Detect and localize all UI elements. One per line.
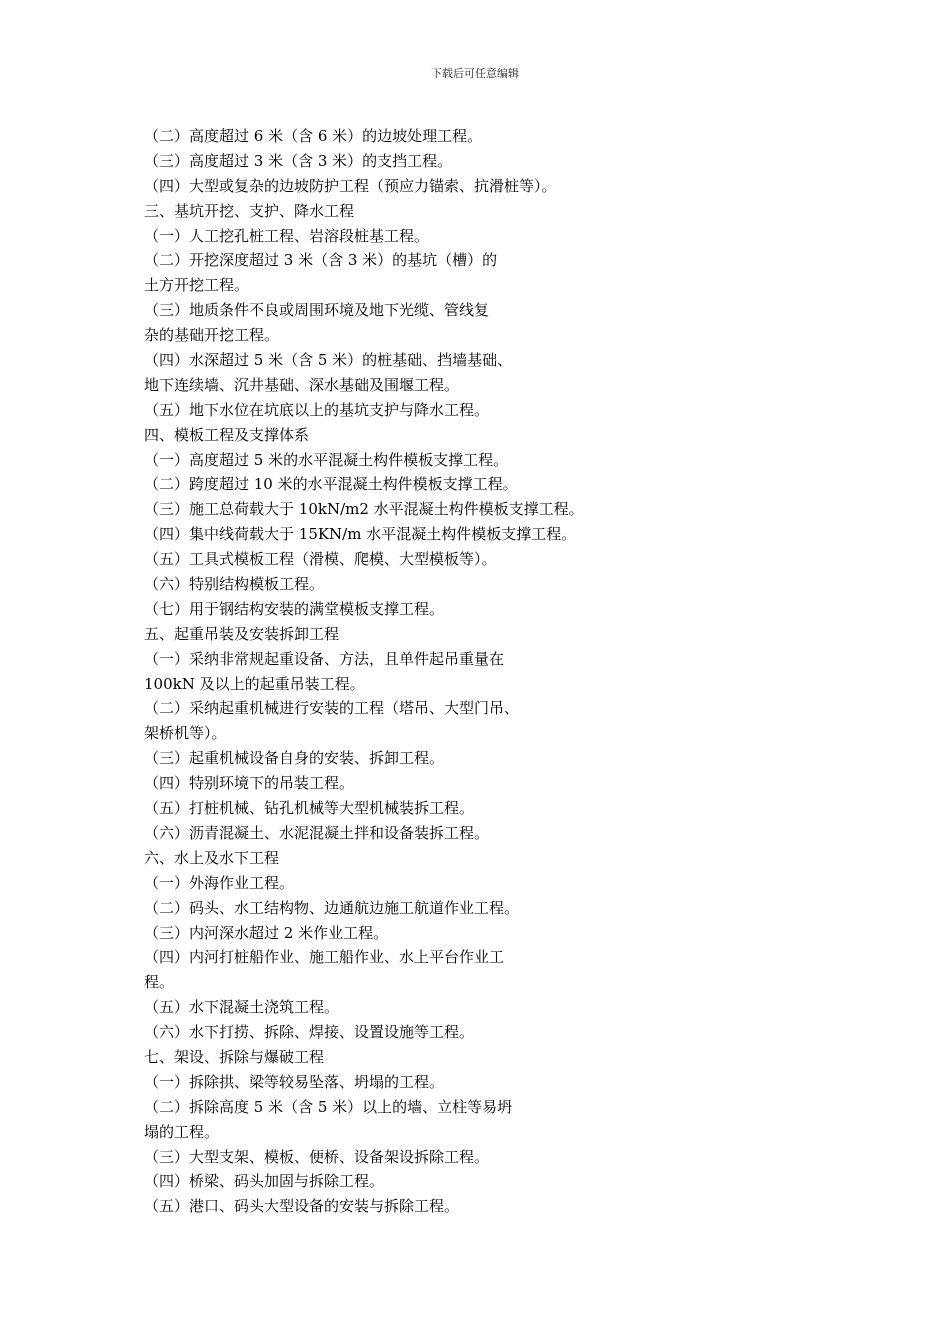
document-line: （四）内河打桩船作业、施工船作业、水上平台作业工 <box>144 948 505 967</box>
document-line: （六）水下打捞、拆除、焊接、设置设施等工程。 <box>144 1023 475 1042</box>
document-line: （三）施工总荷载大于 10kN/m2 水平混凝土构件模板支撑工程。 <box>144 500 584 519</box>
section-heading: 六、水上及水下工程 <box>144 848 280 867</box>
document-line: （五）打桩机械、钻孔机械等大型机械装拆工程。 <box>144 799 475 818</box>
document-line: （一）外海作业工程。 <box>144 873 295 892</box>
section-heading: 四、模板工程及支撑体系 <box>144 425 310 444</box>
document-line: （三）起重机械设备自身的安装、拆卸工程。 <box>144 749 445 768</box>
section-heading: 三、基坑开挖、支护、降水工程 <box>144 201 355 220</box>
document-line: 杂的基础开挖工程。 <box>144 326 280 345</box>
document-line: （三）大型支架、模板、便桥、设备架设拆除工程。 <box>144 1147 490 1166</box>
document-line: （四）集中线荷载大于 15KN/m 水平混凝土构件模板支撑工程。 <box>144 525 577 544</box>
document-line: （六）特别结构模板工程。 <box>144 575 325 594</box>
document-line: （六）沥青混凝土、水泥混凝土拌和设备装拆工程。 <box>144 823 490 842</box>
document-line: （三）地质条件不良或周围环境及地下光缆、管线复 <box>144 301 490 320</box>
document-line: （三）高度超过 3 米（含 3 米）的支挡工程。 <box>144 151 453 170</box>
document-line: （一）拆除拱、梁等较易坠落、坍塌的工程。 <box>144 1072 445 1091</box>
page-header-note: 下载后可任意编辑 <box>431 67 519 80</box>
document-line: （五）港口、码头大型设备的安装与拆除工程。 <box>144 1197 460 1216</box>
document-line: 程。 <box>144 973 175 992</box>
section-heading: 七、架设、拆除与爆破工程 <box>144 1047 325 1066</box>
document-line: （二）拆除高度 5 米（含 5 米）以上的墙、立柱等易坍 <box>144 1097 513 1116</box>
document-line: （一）高度超过 5 米的水平混凝土构件模板支撑工程。 <box>144 450 509 469</box>
document-line: （一）采纳非常规起重设备、方法，且单件起吊重量在 <box>144 649 505 668</box>
document-line: （五）水下混凝土浇筑工程。 <box>144 998 340 1017</box>
document-line: （四）水深超过 5 米（含 5 米）的桩基础、挡墙基础、 <box>144 351 513 370</box>
document-line: 土方开挖工程。 <box>144 276 250 295</box>
document-body <box>144 124 824 1219</box>
document-line: 塌的工程。 <box>144 1122 220 1141</box>
document-line: （二）采纳起重机械进行安装的工程（塔吊、大型门吊、 <box>144 699 520 718</box>
document-line: （四）特别环境下的吊装工程。 <box>144 774 355 793</box>
document-line: （四）大型或复杂的边坡防护工程（预应力锚索、抗滑桩等）。 <box>144 176 557 195</box>
document-line: （四）桥梁、码头加固与拆除工程。 <box>144 1172 385 1191</box>
document-line: （一）人工挖孔桩工程、岩溶段桩基工程。 <box>144 226 430 245</box>
document-line: （五）工具式模板工程（滑模、爬模、大型模板等）。 <box>144 550 497 569</box>
document-line: （二）跨度超过 10 米的水平混凝土构件模板支撑工程。 <box>144 475 518 494</box>
document-line: （三）内河深水超过 2 米作业工程。 <box>144 923 389 942</box>
document-line: 100kN 及以上的起重吊装工程。 <box>144 674 365 693</box>
document-line: （二）码头、水工结构物、边通航边施工航道作业工程。 <box>144 898 520 917</box>
document-line: 架桥机等）。 <box>144 724 227 743</box>
document-line: （五）地下水位在坑底以上的基坑支护与降水工程。 <box>144 400 490 419</box>
document-line: 地下连续墙、沉井基础、深水基础及围堰工程。 <box>144 375 460 394</box>
document-line: （七）用于钢结构安装的满堂模板支撑工程。 <box>144 599 445 618</box>
document-line: （二）高度超过 6 米（含 6 米）的边坡处理工程。 <box>144 127 483 145</box>
section-heading: 五、起重吊装及安装拆卸工程 <box>144 624 340 643</box>
document-line: （二）开挖深度超过 3 米（含 3 米）的基坑（槽）的 <box>144 251 498 270</box>
